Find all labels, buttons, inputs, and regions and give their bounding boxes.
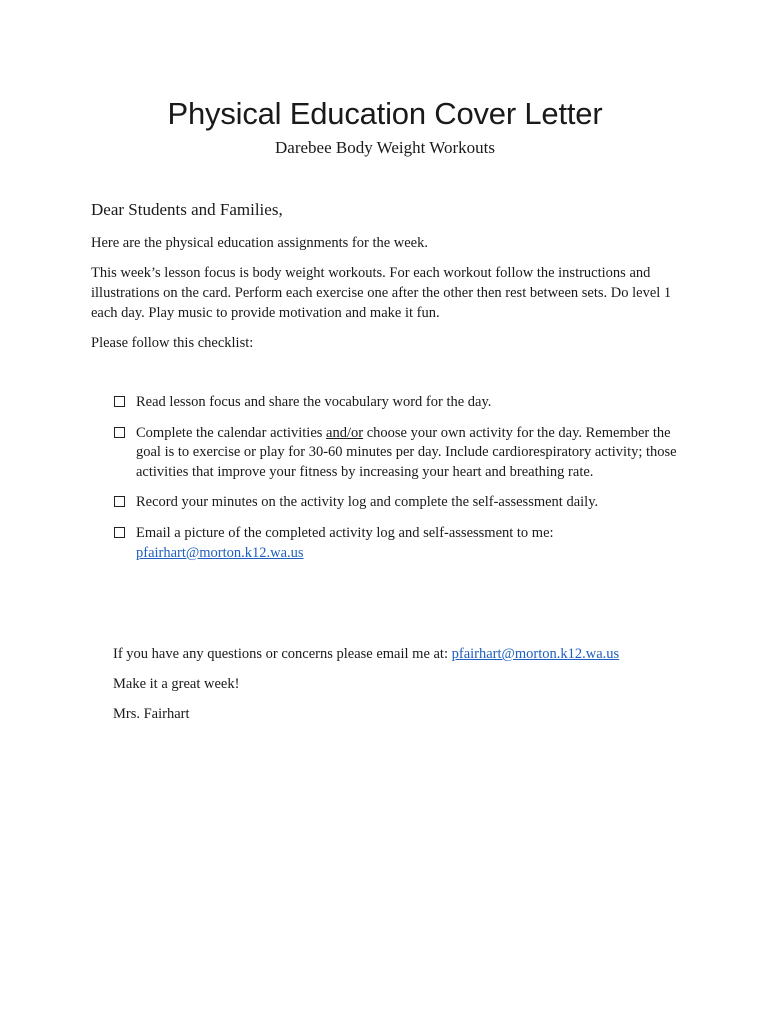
checklist-item-vocabulary — [113, 393, 693, 413]
checklist-item-text-end: choose your own activity for the day. Remember the goal is to exercise or play for 30-60 minutes per day. Include cardiorespiratory activity; those activities that improve your fitness by increasing your heart and breathing rate. — [136, 424, 677, 480]
intro-paragraph: Here are the physical education assignments for the week. — [91, 235, 428, 251]
underlined-and-or: and/or — [326, 424, 364, 441]
email-link[interactable]: pfairhart@morton.k12.wa.us — [136, 544, 304, 561]
questions-email-link[interactable]: pfairhart@morton.k12.wa.us — [451, 646, 620, 662]
page-subtitle: Darebee Body Weight Workouts — [275, 138, 495, 157]
page-title: Physical Education Cover Letter — [167, 96, 603, 131]
checklist-item-text-start: Complete the calendar activities — [136, 424, 327, 441]
checkbox-icon[interactable] — [114, 396, 125, 407]
checklist — [113, 393, 693, 574]
checklist-item-text: Read lesson focus and share the vocabulary word for the day. — [136, 394, 492, 410]
closing-wish: Make it a great week! — [113, 676, 240, 692]
checkbox-icon[interactable] — [114, 427, 125, 438]
checklist-item-text: Email a picture of the completed activity log and self-assessment to me: — [136, 524, 554, 541]
checklist-item-text: Record your minutes on the activity log and complete the self-assessment daily. — [136, 494, 599, 511]
checklist-item-log — [113, 493, 693, 513]
lesson-focus-paragraph: This week’s lesson focus is body weight workouts. For each workout follow the instructions and illustrations on the card. Perform each exercise one after the other then rest between sets. Do level 1 each day. Play music to provide motivation and make it fun. — [91, 265, 672, 321]
checklist-intro: Please follow this checklist: — [91, 335, 254, 351]
questions-line — [113, 644, 619, 664]
salutation: Dear Students and Families, — [91, 200, 283, 219]
signature: Mrs. Fairhart — [113, 706, 190, 722]
checkbox-icon[interactable] — [114, 496, 125, 507]
checklist-item-calendar — [113, 424, 693, 483]
questions-text: If you have any questions or concerns please email me at: — [113, 646, 452, 662]
checklist-item-email — [113, 524, 693, 563]
checkbox-icon[interactable] — [114, 527, 125, 538]
